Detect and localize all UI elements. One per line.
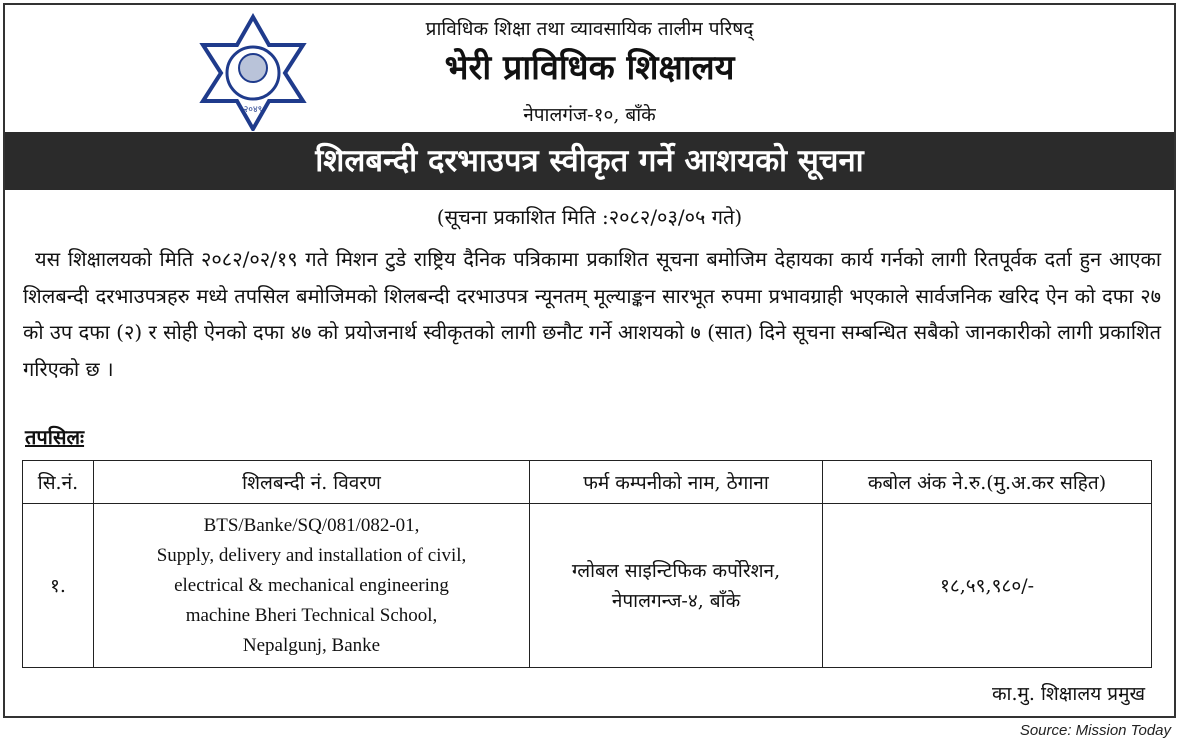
- header-description: शिलबन्दी नं. विवरण: [94, 461, 530, 504]
- signatory: का.मु. शिक्षालय प्रमुख: [991, 683, 1145, 705]
- award-table: [22, 460, 1152, 668]
- header-firm: फर्म कम्पनीको नाम, ठेगाना: [530, 461, 823, 504]
- cell-amount: १८,५९,९८०/-: [823, 504, 1152, 668]
- header-sn: सि.नं.: [23, 461, 94, 504]
- description-line: machine Bheri Technical School,: [185, 604, 438, 626]
- council-name: प्राविधिक शिक्षा तथा व्यावसायिक तालीम परिषद्: [425, 18, 754, 40]
- description-line: BTS/Banke/SQ/081/082-01,: [203, 514, 420, 536]
- tapsil-label: तपसिलः: [25, 425, 85, 449]
- school-address: नेपालगंज-१०, बाँके: [523, 104, 656, 126]
- notice-title: शिलबन्दी दरभाउपत्र स्वीकृत गर्ने आशयको सूचना: [5, 132, 1174, 190]
- description-line: Supply, delivery and installation of civil,: [156, 544, 467, 566]
- logo-year: २०४९: [243, 105, 263, 115]
- header-amount: कबोल अंक ने.रु.(मु.अ.कर सहित): [823, 461, 1152, 504]
- description-line: electrical & mechanical engineering: [174, 574, 449, 596]
- firm-line: नेपालगन्ज-४, बाँके: [611, 589, 741, 612]
- school-name: भेरी प्राविधिक शिक्षालय: [444, 48, 735, 88]
- cell-firm: [530, 504, 823, 668]
- cell-description: [94, 504, 530, 668]
- table-header-row: [23, 461, 1152, 504]
- table-row: [23, 504, 1152, 668]
- notice-body: यस शिक्षालयको मिति २०८२/०२/१९ गते मिशन टुडे राष्ट्रिय दैनिक पत्रिकामा प्रकाशित सूचना बमोजिम देहायका कार्य गर्नको लागी रितपूर्वक दर्ता हुन आएका शिलबन्दी दरभाउपत्रहरु मध्ये तपसिल बमोजिमको शिलबन्दी दरभाउपत्र न्यूनतम् मूल्याङ्कन सारभूत रुपमा प्रभावग्राही भएकाले सार्वजनिक खरिद ऐन को दफा २७ को उप दफा (२) र सोही ऐनको दफा ४७ को प्रयोजनार्थ स्वीकृतको लागी छनौट गर्ने आशयको ७ (सात) दिने सूचना सम्बन्धित सबैको जानकारीको लागी प्रकाशित गरिएको छ ।: [23, 247, 1161, 381]
- firm-line: ग्लोबल साइन्टिफिक कर्पोरेशन,: [571, 559, 781, 582]
- source-credit: Source: Mission Today: [1019, 722, 1171, 739]
- description-line: Nepalgunj, Banke: [242, 634, 381, 656]
- published-date: (सूचना प्रकाशित मिति :२०८२/०३/०५ गते): [436, 205, 743, 229]
- cell-sn: १.: [23, 504, 94, 668]
